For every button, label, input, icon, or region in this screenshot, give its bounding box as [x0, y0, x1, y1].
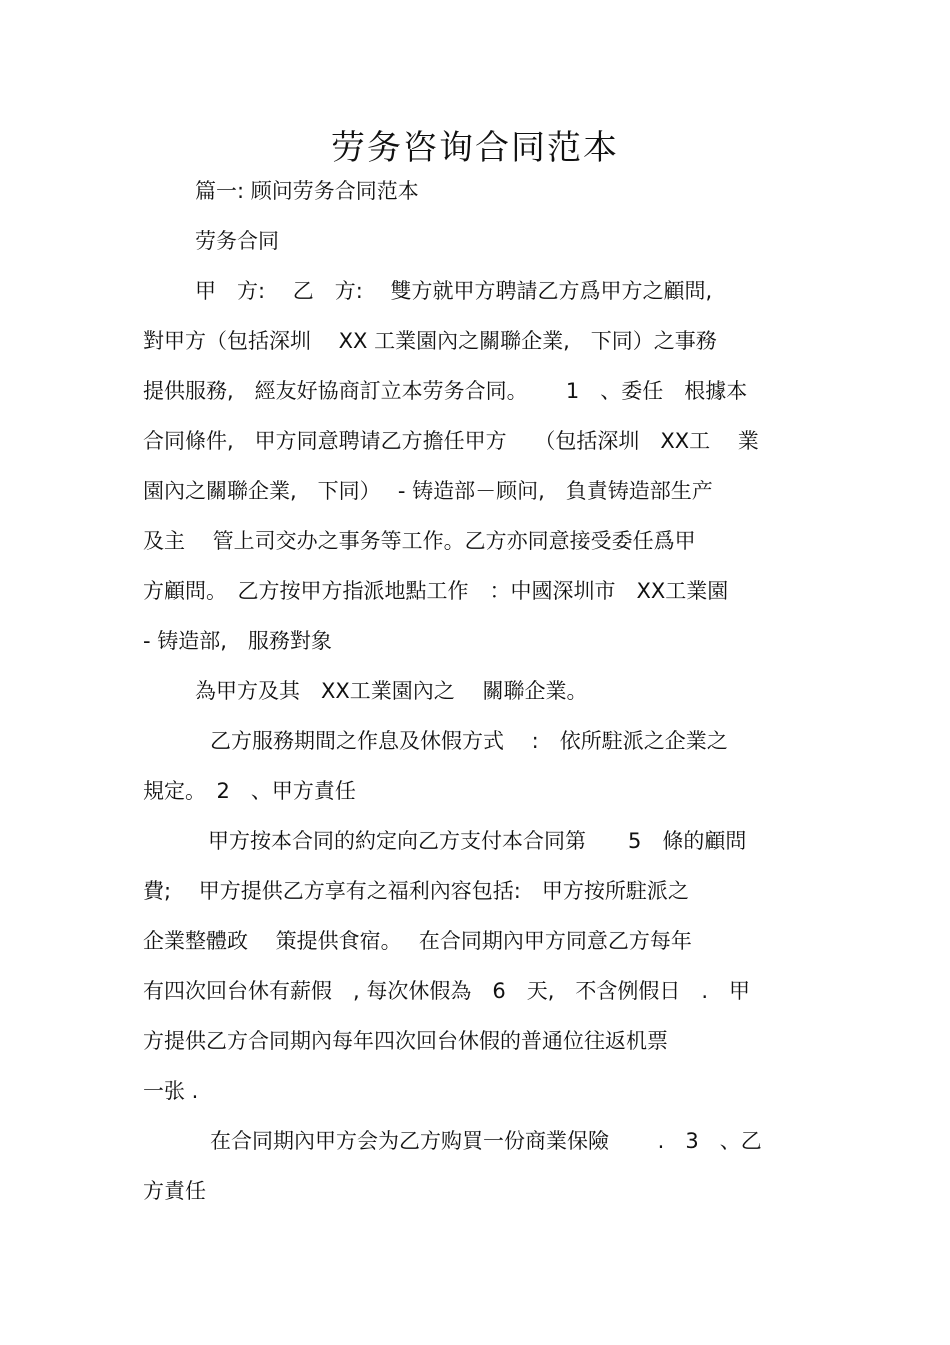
text-line: 篇一: 顾问劳务合同范本	[195, 179, 419, 203]
text-line: 劳务合同	[195, 229, 279, 253]
text-line: 為甲方及其 XX工業園內之 關聯企業。	[195, 679, 588, 703]
text-line: 在合同期內甲方会为乙方购買一份商業保險 . 3 、乙	[210, 1129, 762, 1153]
text-line: 合同條件, 甲方同意聘请乙方擔任甲方 （包括深圳 XX工 業	[143, 429, 759, 453]
text-line: 及主 管上司交办之事务等工作。乙方亦同意接受委任爲甲	[143, 529, 696, 553]
text-line: 規定。 2 、甲方責任	[143, 779, 356, 803]
text-line: 甲方按本合同的約定向乙方支付本合同第 5 條的顧問	[208, 829, 747, 853]
text-line: 乙方服務期間之作息及休假方式 : 依所駐派之企業之	[210, 729, 728, 753]
text-line: 方責任	[143, 1179, 206, 1203]
text-line: 一张 .	[143, 1079, 199, 1103]
text-line: 園內之關聯企業, 下同） - 铸造部－顾问, 負責铸造部生产	[143, 479, 713, 503]
text-line: - 铸造部, 服務對象	[143, 629, 332, 653]
text-line: 費; 甲方提供乙方享有之福利內容包括: 甲方按所駐派之	[143, 879, 689, 903]
text-line: 有四次回台休有薪假 , 每次休假為 6 天, 不含例假日 . 甲	[143, 979, 751, 1003]
text-line: 企業整體政 策提供食宿。 在合同期內甲方同意乙方每年	[143, 929, 692, 953]
text-line: 提供服務, 經友好協商訂立本劳务合同。 1 、委任 根據本	[143, 379, 748, 403]
text-line: 方顧問。 乙方按甲方指派地點工作 ：中國深圳市 XX工業園	[143, 579, 729, 603]
text-line: 甲 方: 乙 方: 雙方就甲方聘請乙方爲甲方之顧問,	[195, 279, 713, 303]
text-line: 對甲方（包括深圳 XX 工業園內之關聯企業, 下同）之事務	[143, 329, 717, 353]
text-line: 方提供乙方合同期內每年四次回台休假的普通位往返机票	[143, 1029, 668, 1053]
document-title: 劳务咨询合同范本	[331, 128, 619, 168]
